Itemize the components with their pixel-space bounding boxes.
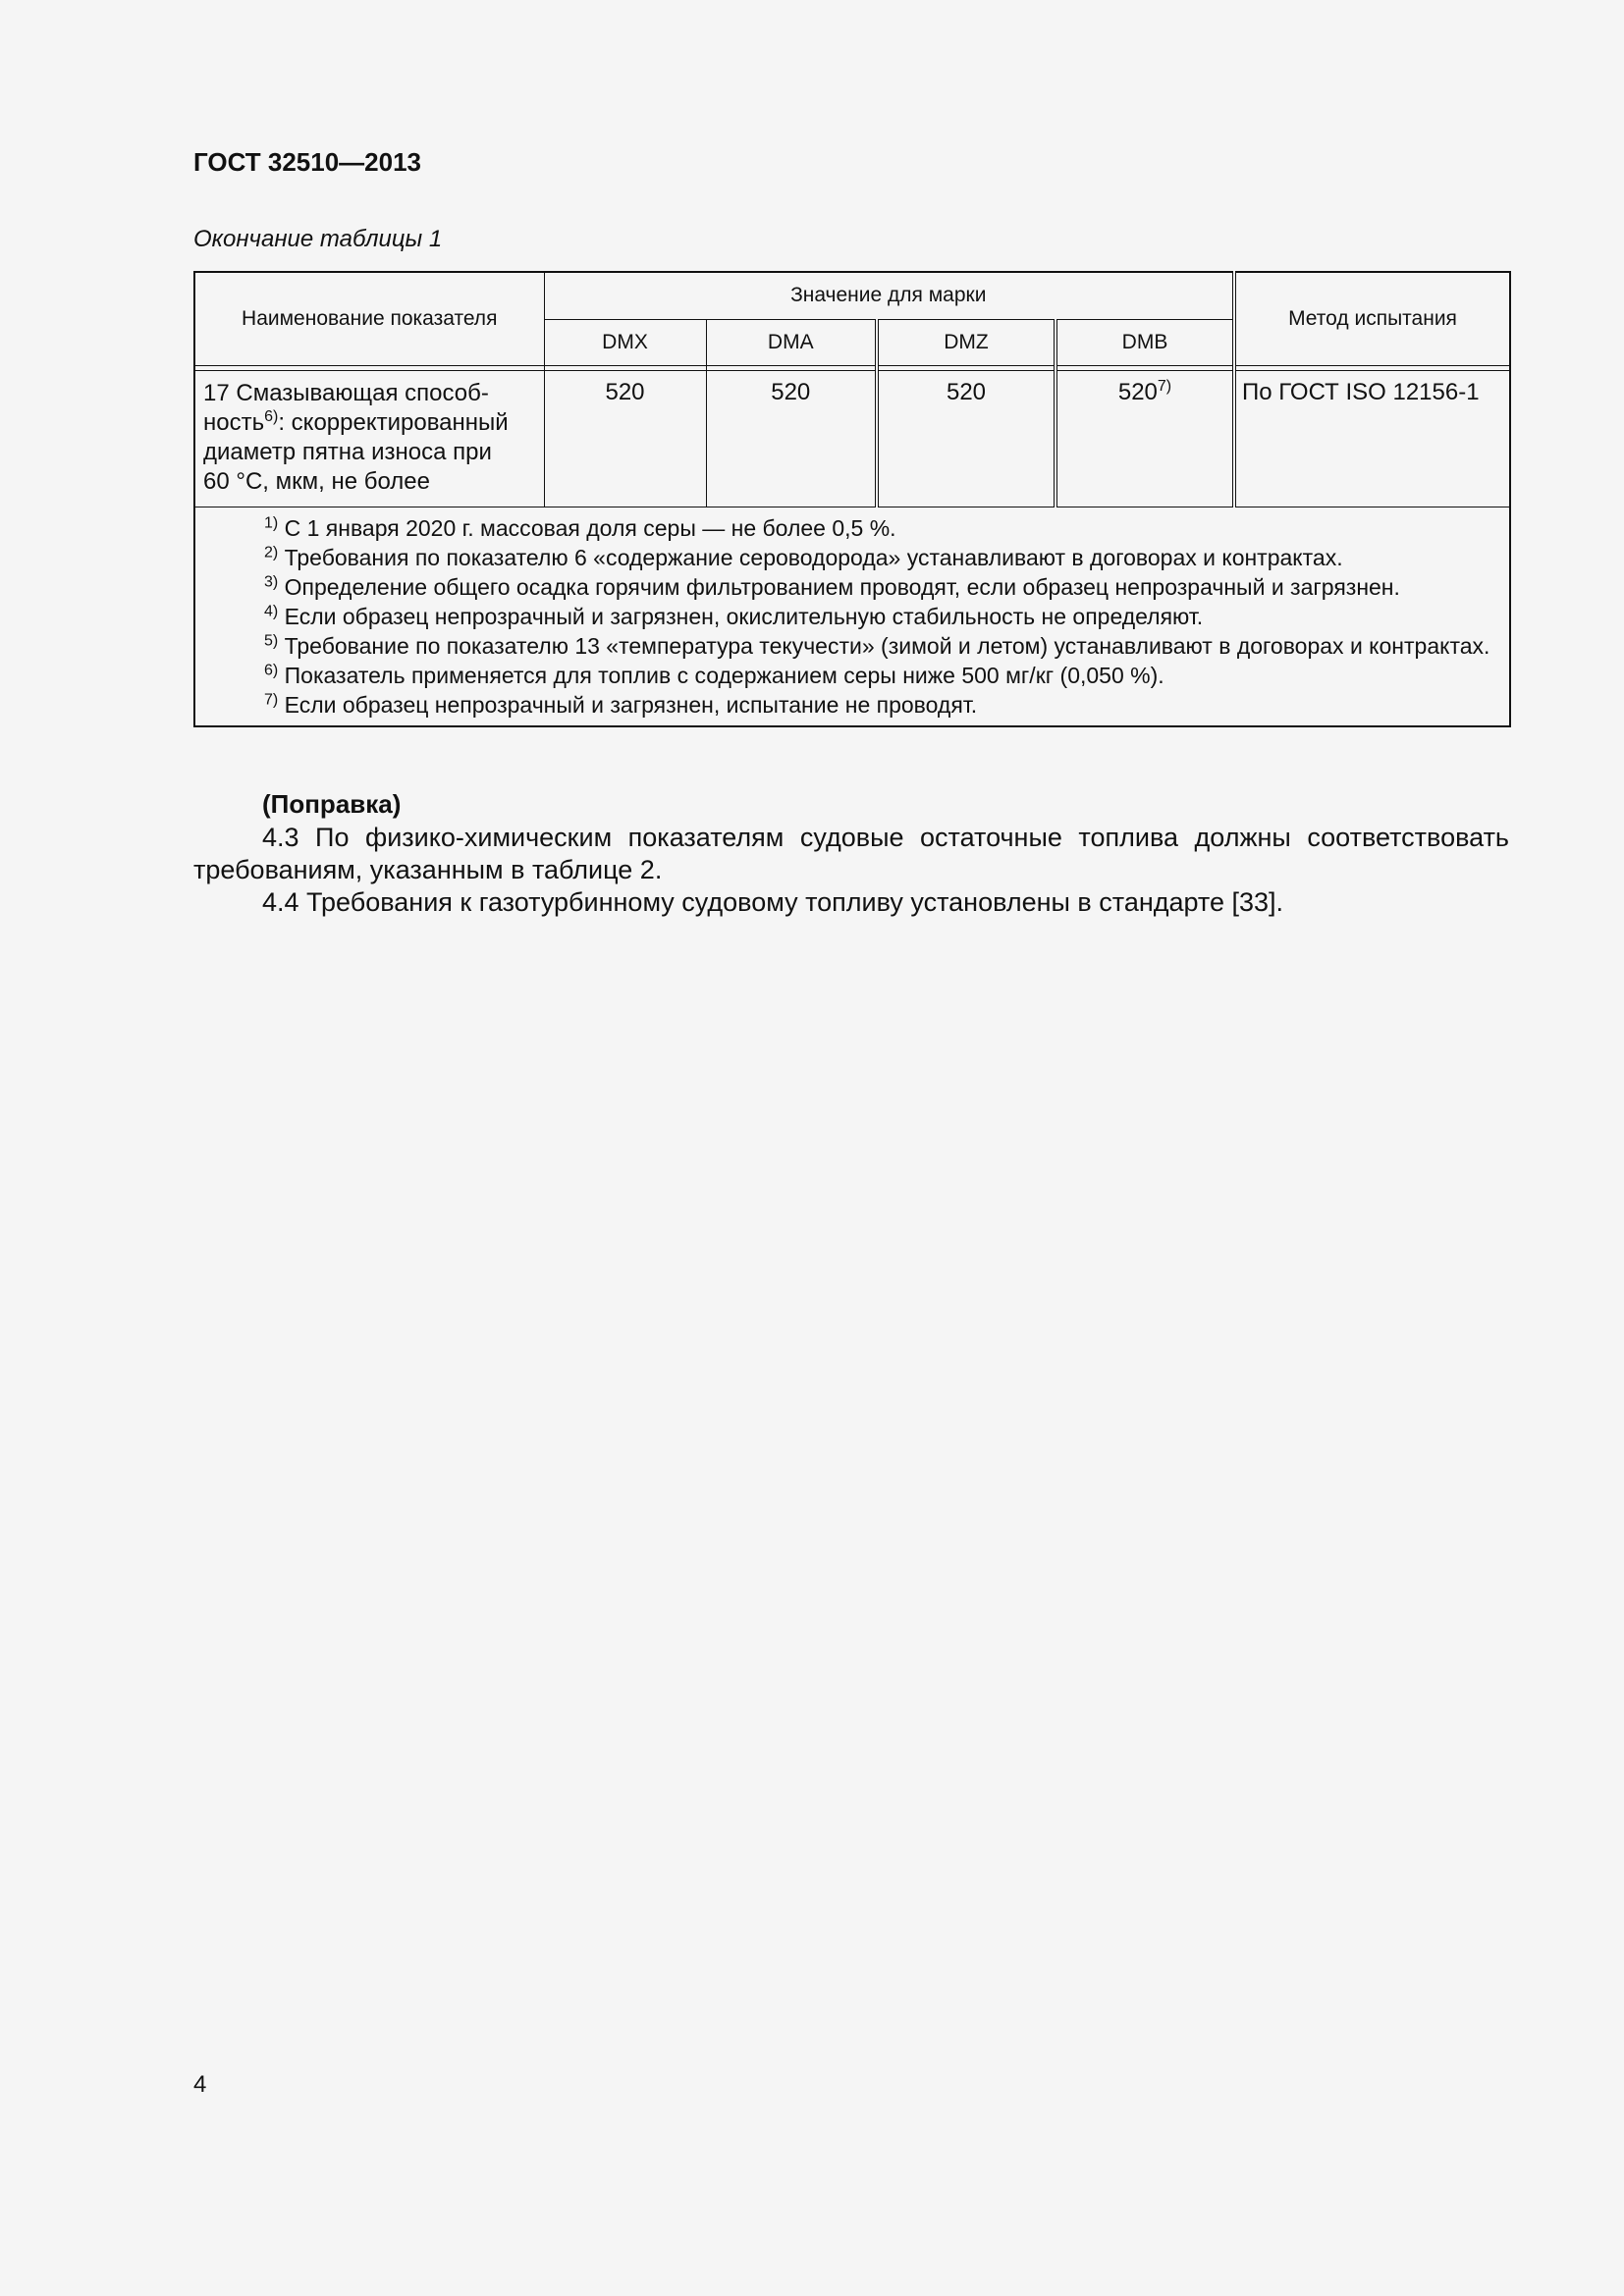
header-grade-values: Значение для марки — [544, 272, 1234, 319]
footnote-2: $^{2)}$ Требования по показателю 6 «содержание сероводорода» устанавливают в договорах и контрактах. — [264, 544, 1343, 570]
value-dma: 520 — [706, 371, 877, 507]
value-dmb: 520$^{7)}$ — [1056, 371, 1234, 507]
footnote-7: $^{7)}$ Если образец непрозрачный и загрязнен, испытание не проводят. — [264, 691, 978, 718]
paragraph-4-3: 4.3 По физико-химическим показателям судовые остаточные топлива должны соответствовать требованиям, указанным в таблице 2. — [193, 823, 1509, 884]
footnote-3: $^{3)}$ Определение общего осадка горячим фильтрованием проводят, если образец непрозрачный и загрязнен. — [264, 573, 1400, 600]
header-grade-dmx: DMX — [544, 319, 706, 366]
footnote-5: $^{5)}$ Требование по показателю 13 «температура текучести» (зимой и летом) устанавливают в договорах и контрактах. — [264, 632, 1490, 659]
header-grade-dmb: DMB — [1056, 319, 1234, 366]
header-indicator-name: Наименование показателя — [194, 272, 544, 366]
row-test-method: По ГОСТ ISO 12156-1 — [1234, 371, 1510, 507]
footnotes-row — [194, 507, 1510, 727]
specs-table-container — [193, 271, 1509, 727]
value-dmz: 520 — [877, 371, 1056, 507]
footnote-1: $^{1)}$ С 1 января 2020 г. массовая доля серы — не более 0,5 %. — [264, 514, 896, 541]
header-test-method: Метод испытания — [1234, 272, 1510, 366]
paragraph-4-4: 4.4 Требования к газотурбинному судовому топливу установлены в стандарте [33]. — [262, 887, 1284, 917]
header-grade-dmz: DMZ — [877, 319, 1056, 366]
header-grade-dma: DMA — [706, 319, 877, 366]
amendment-label: (Поправка) — [262, 789, 402, 819]
footnote-6: $^{6)}$ Показатель применяется для топлив с содержанием серы ниже 500 мг/кг (0,050 %). — [264, 662, 1164, 688]
row-indicator-name: 17 Смазывающая способ- ность$^{6)}$: скорректированный диаметр пятна износа при 60 °С, мкм, не более — [194, 371, 544, 507]
footnotes — [194, 507, 1510, 727]
value-dmx: 520 — [544, 371, 706, 507]
table-caption: Окончание таблицы 1 — [193, 226, 443, 252]
page-number: 4 — [193, 2071, 207, 2098]
footnote-4: $^{4)}$ Если образец непрозрачный и загрязнен, окислительную стабильность не определяют. — [264, 603, 1204, 629]
document-code: ГОСТ 32510—2013 — [193, 147, 421, 177]
table-row — [194, 371, 1510, 507]
specs-table — [193, 271, 1511, 727]
